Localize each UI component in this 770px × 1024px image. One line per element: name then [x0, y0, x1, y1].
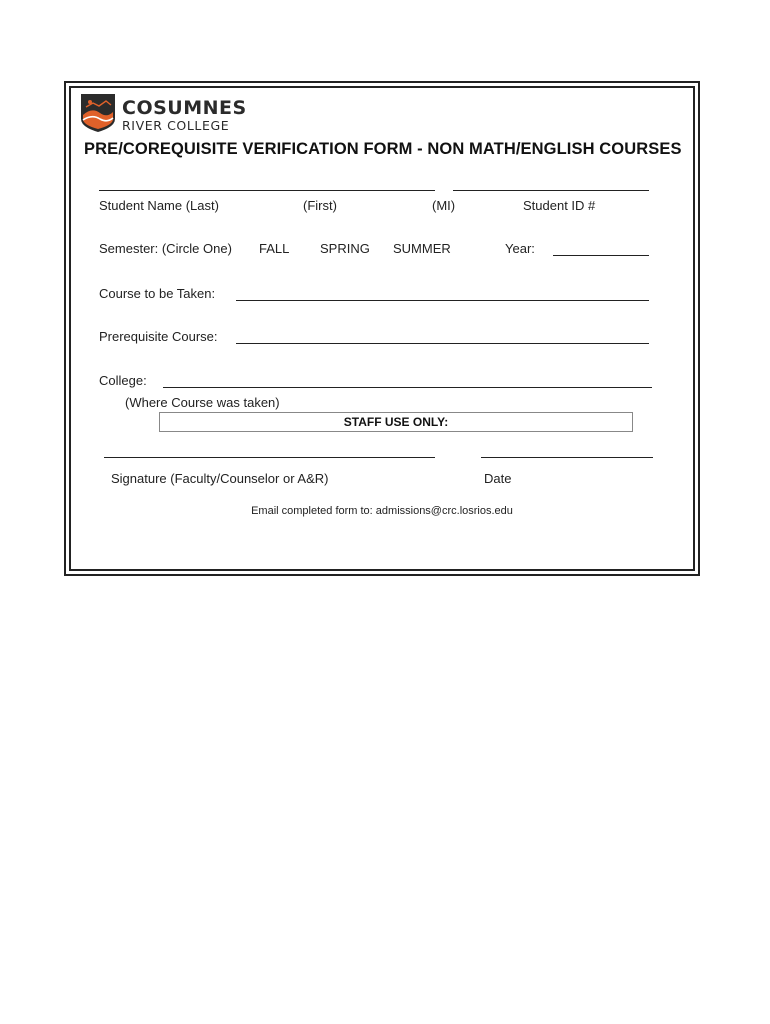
label-course-to-be-taken: Course to be Taken: [99, 286, 216, 301]
signature-field[interactable] [104, 457, 435, 458]
email-instruction: Email completed form to: admissions@crc.losrios.edu [251, 505, 513, 517]
prerequisite-course-field[interactable] [236, 343, 649, 344]
year-field[interactable] [553, 255, 649, 256]
form-inner-border [69, 86, 695, 571]
student-id-field[interactable] [453, 190, 649, 191]
student-name-field[interactable] [99, 190, 435, 191]
form-title: PRE/COREQUISITE VERIFICATION FORM - NON MATH/ENGLISH COURSES [84, 140, 682, 158]
label-first-name: (First) [303, 198, 337, 213]
staff-use-only-box [159, 412, 633, 432]
semester-option-spring[interactable]: SPRING [320, 241, 370, 256]
label-student-id: Student ID # [523, 198, 596, 213]
staff-use-only-label: STAFF USE ONLY: [343, 415, 449, 429]
form-border [64, 81, 700, 576]
college-note: (Where Course was taken) [125, 395, 280, 410]
date-field[interactable] [481, 457, 653, 458]
course-to-be-taken-field[interactable] [236, 300, 649, 301]
label-date: Date [484, 471, 512, 486]
college-logo [80, 93, 260, 137]
label-middle-initial: (MI) [432, 198, 456, 213]
label-semester: Semester: (Circle One) [99, 241, 232, 256]
river-logo-icon [80, 93, 116, 133]
logo-subtitle: RIVER COLLEGE [122, 118, 230, 133]
semester-option-fall[interactable]: FALL [259, 241, 290, 256]
label-college: College: [99, 373, 147, 388]
label-year: Year: [505, 241, 535, 256]
logo-name: COSUMNES [122, 97, 247, 119]
semester-option-summer[interactable]: SUMMER [393, 241, 451, 256]
label-signature: Signature (Faculty/Counselor or A&R) [111, 471, 329, 486]
label-last-name: Student Name (Last) [99, 198, 219, 213]
college-field[interactable] [163, 387, 652, 388]
label-prerequisite-course: Prerequisite Course: [99, 329, 218, 344]
